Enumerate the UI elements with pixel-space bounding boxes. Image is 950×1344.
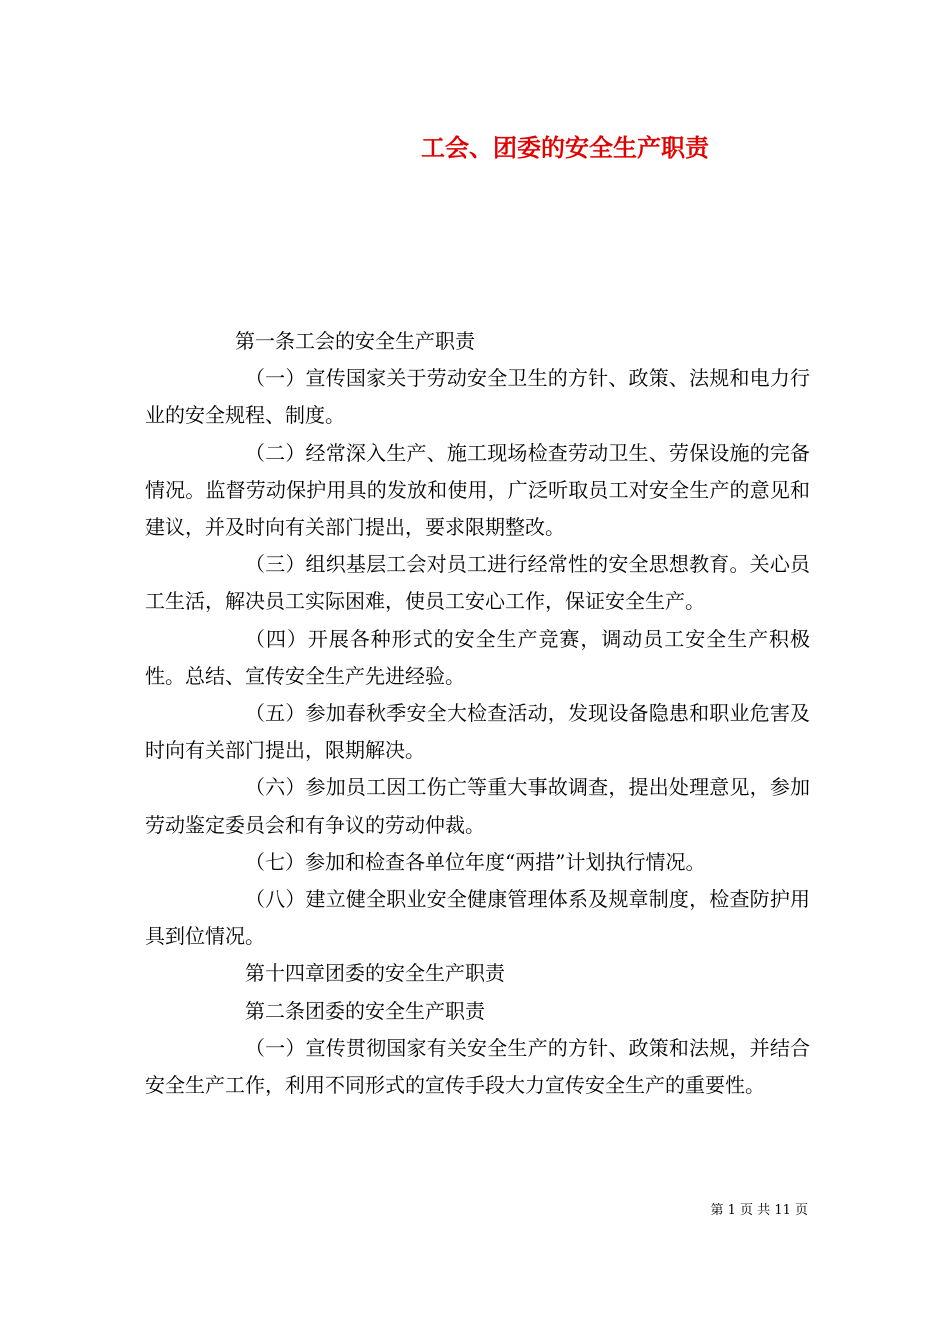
list-item: （八）建立健全职业安全健康管理体系及规章制度，检查防护用具到位情况。: [145, 887, 810, 949]
chapter-heading: 第十四章团委的安全生产职责: [245, 961, 505, 986]
list-item: （一）宣传贯彻国家有关安全生产的方针、政策和法规，并结合安全生产工作，利用不同形式的宣传手段大力宣传安全生产的重要性。: [145, 1035, 810, 1098]
list-item: （六）参加员工因工伤亡等重大事故调查，提出处理意见，参加劳动鉴定委员会和有争议的劳动仲裁。: [145, 775, 810, 837]
list-item: （四）开展各种形式的安全生产竞赛，调动员工安全生产积极性。总结、宣传安全生产先进经验。: [145, 626, 810, 688]
list-item: （三）组织基层工会对员工进行经常性的安全思想教育。关心员工生活，解决员工实际困难，使员工安心工作，保证安全生产。: [145, 552, 810, 614]
list-item: （五）参加春秋季安全大检查活动，发现设备隐患和职业危害及时向有关部门提出，限期解决。: [145, 701, 810, 763]
page-number: 第 1 页 共 11 页: [710, 1203, 808, 1218]
page-title: 工会、团委的安全生产职责: [421, 133, 709, 162]
list-item: （一）宣传国家关于劳动安全卫生的方针、政策、法规和电力行业的安全规程、制度。: [145, 366, 810, 428]
article-heading: 第二条团委的安全生产职责: [245, 998, 485, 1023]
list-item: （七）参加和检查各单位年度“两措”计划执行情况。: [245, 849, 706, 874]
article-heading: 第一条工会的安全生产职责: [235, 329, 475, 353]
document-body: [145, 323, 810, 1104]
list-item: （二）经常深入生产、施工现场检查劳动卫生、劳保设施的完备情况。监督劳动保护用具的发放和使用，广泛听取员工对安全生产的意见和建议，并及时向有关部门提出，要求限期整改。: [145, 440, 810, 540]
